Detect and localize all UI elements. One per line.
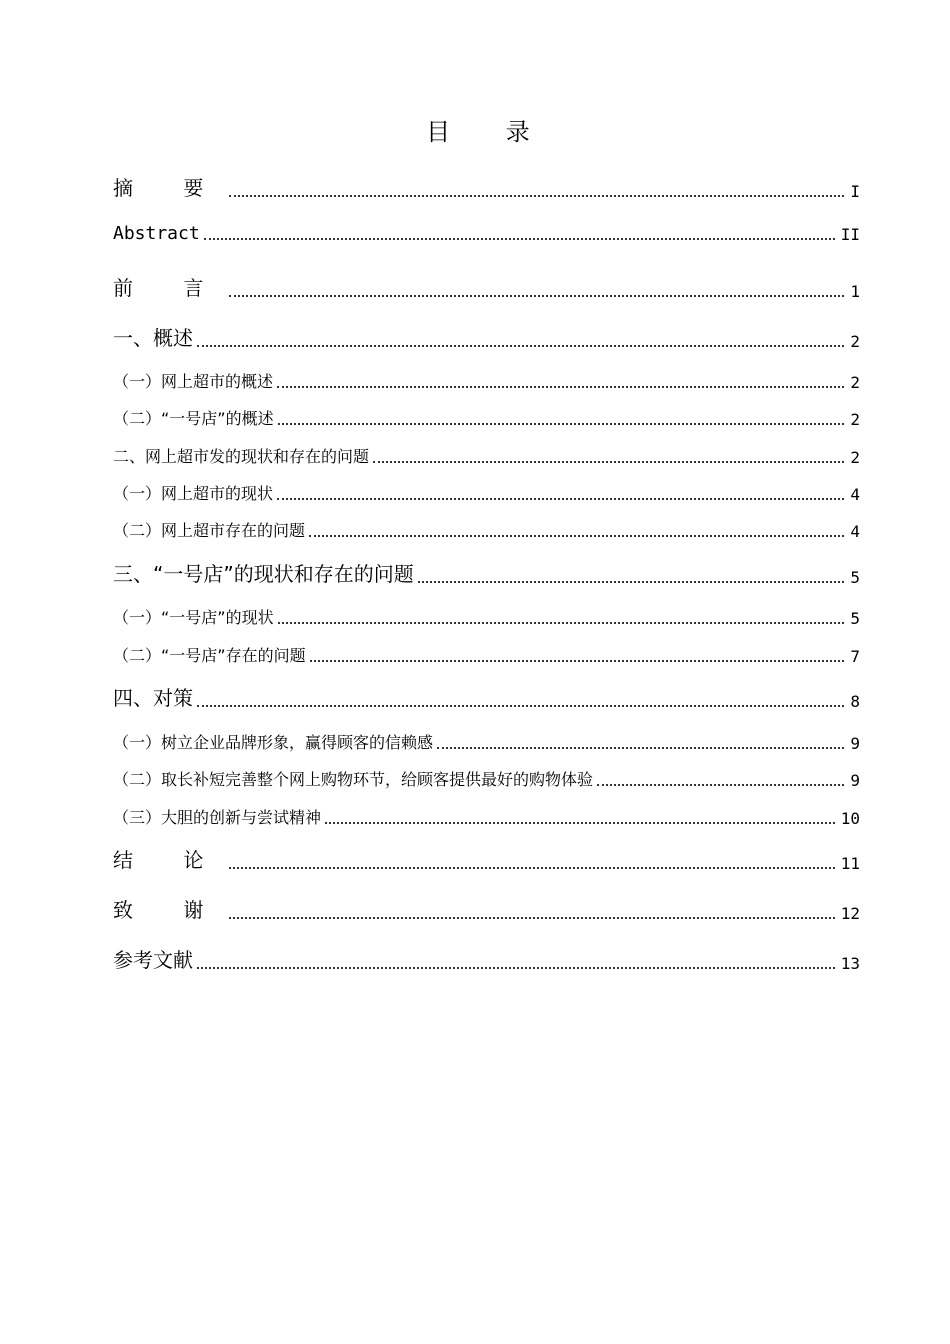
toc-entry-preface[interactable] — [113, 272, 860, 301]
toc-leader-dots — [278, 423, 845, 425]
toc-entry-page: 11 — [840, 854, 860, 873]
toc-entry-section-2-1[interactable] — [113, 481, 860, 504]
toc-leader-dots — [373, 461, 844, 463]
toc-entry-page: 2 — [850, 410, 860, 429]
toc-entry-page: 1 — [850, 282, 860, 301]
toc-entry-label: 二、网上超市发的现状和存在的问题 — [113, 447, 370, 466]
toc-entry-page: 5 — [850, 609, 860, 628]
toc-entry-section-2-2[interactable] — [113, 518, 860, 541]
toc-entry-section-3-2[interactable] — [113, 643, 860, 666]
toc-entry-label: 摘 要 — [113, 176, 226, 200]
toc-entry-label: （一）网上超市的现状 — [113, 484, 274, 503]
toc-entry-page: II — [840, 225, 860, 244]
toc-entry-page: 10 — [840, 809, 860, 828]
toc-entry-section-4-2[interactable] — [113, 767, 860, 790]
toc-entry-label: Abstract — [113, 223, 200, 244]
toc-entry-page: 2 — [850, 373, 860, 392]
toc-entry-label: （一）“一号店”的现状 — [113, 608, 274, 627]
toc-entry-label: 四、对策 — [113, 686, 193, 710]
toc-leader-dots — [597, 784, 844, 786]
toc-entry-chapter-1[interactable] — [113, 322, 860, 351]
toc-entry-abstract-en[interactable] — [113, 223, 860, 244]
toc-entry-section-1-1[interactable] — [113, 369, 860, 392]
toc-entry-label: （一）网上超市的概述 — [113, 372, 274, 391]
toc-entry-page: 2 — [850, 332, 860, 351]
toc-entry-conclusion[interactable] — [113, 844, 860, 873]
toc-entry-label: 三、“一号店”的现状和存在的问题 — [113, 562, 414, 586]
toc-entry-label: 一、概述 — [113, 326, 193, 350]
toc-leader-dots — [197, 967, 835, 969]
toc-entry-chapter-4[interactable] — [113, 682, 860, 711]
toc-entry-section-4-3[interactable] — [113, 805, 860, 828]
toc-entry-label: （二）网上超市存在的问题 — [113, 521, 306, 540]
toc-entry-page: 4 — [850, 485, 860, 504]
toc-entry-acknowledgement[interactable] — [113, 894, 860, 923]
toc-leader-dots — [325, 822, 835, 824]
toc-entry-abstract-cn[interactable] — [113, 172, 860, 201]
toc-entry-page: 2 — [850, 448, 860, 467]
toc-leader-dots — [310, 660, 845, 662]
toc-entry-label: （二）“一号店”存在的问题 — [113, 646, 306, 665]
toc-entry-label: 前 言 — [113, 276, 226, 300]
toc-entry-page: I — [850, 182, 860, 201]
toc-entry-chapter-3[interactable] — [113, 558, 860, 587]
toc-leader-dots — [418, 581, 845, 583]
toc-entry-label: （二）“一号店”的概述 — [113, 409, 274, 428]
toc-entry-section-1-2[interactable] — [113, 406, 860, 429]
toc-leader-dots — [197, 705, 844, 707]
toc-leader-dots — [197, 345, 844, 347]
toc-leader-dots — [229, 917, 834, 919]
toc-entry-label: （三）大胆的创新与尝试精神 — [113, 808, 322, 827]
toc-entry-page: 5 — [850, 568, 860, 587]
toc-leader-dots — [229, 295, 844, 297]
toc-leader-dots — [278, 622, 845, 624]
toc-title: 目 录 — [426, 118, 554, 146]
toc-entry-page: 7 — [850, 647, 860, 666]
toc-entry-label: （一）树立企业品牌形象，赢得顾客的信赖感 — [113, 733, 434, 752]
toc-leader-dots — [204, 238, 835, 240]
toc-entry-page: 9 — [850, 771, 860, 790]
toc-entry-label: 结 论 — [113, 848, 226, 872]
toc-entry-chapter-2[interactable] — [113, 444, 860, 467]
toc-entry-label: 参考文献 — [113, 948, 193, 972]
toc-entry-label: （二）取长补短完善整个网上购物环节，给顾客提供最好的购物体验 — [113, 770, 594, 789]
toc-leader-dots — [309, 535, 844, 537]
toc-leader-dots — [277, 386, 844, 388]
toc-entry-page: 13 — [840, 954, 860, 973]
toc-entry-label: 致 谢 — [113, 898, 226, 922]
toc-entry-section-3-1[interactable] — [113, 605, 860, 628]
toc-leader-dots — [229, 195, 844, 197]
toc-leader-dots — [277, 498, 844, 500]
toc-entry-page: 8 — [850, 692, 860, 711]
toc-leader-dots — [437, 747, 844, 749]
toc-leader-dots — [229, 867, 834, 869]
toc-entry-references[interactable] — [113, 944, 860, 973]
toc-entry-section-4-1[interactable] — [113, 730, 860, 753]
toc-entry-page: 12 — [840, 904, 860, 923]
toc-entry-page: 4 — [850, 522, 860, 541]
toc-entry-page: 9 — [850, 734, 860, 753]
